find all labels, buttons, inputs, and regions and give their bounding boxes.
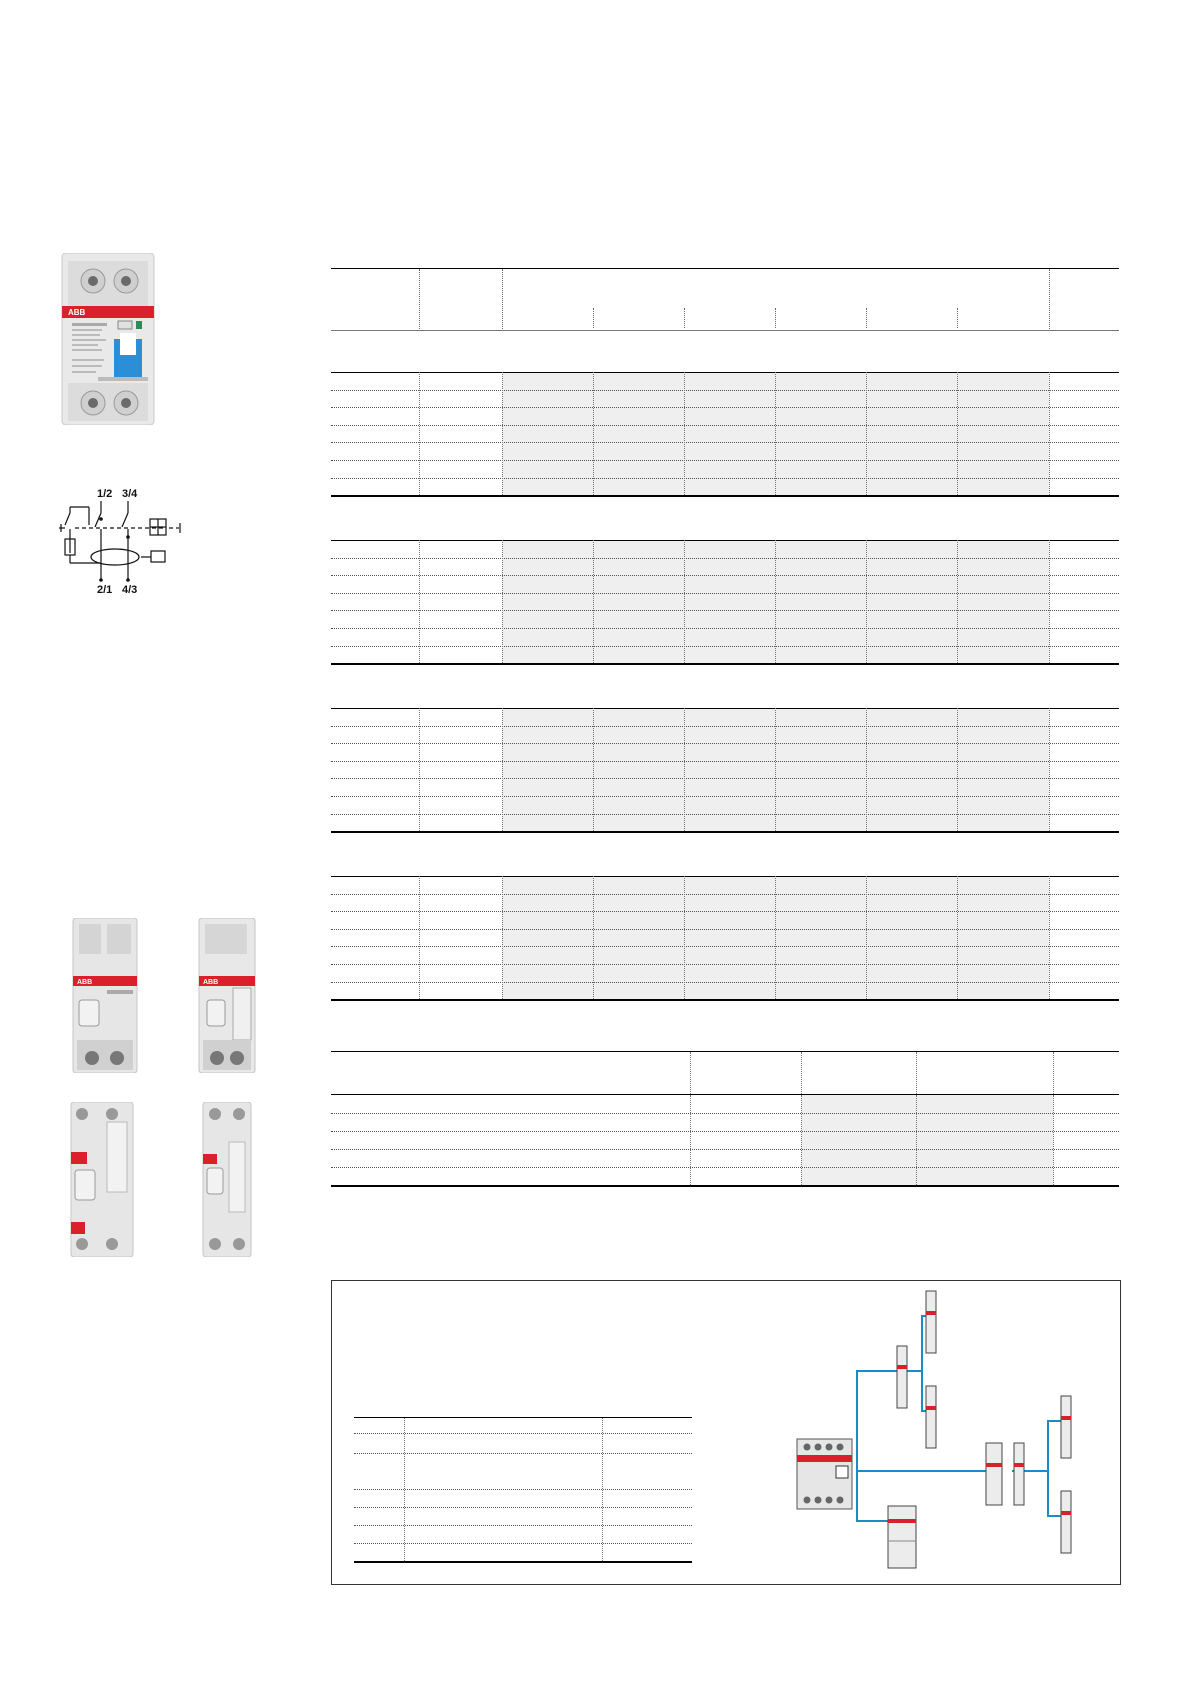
section-bottom-rule	[331, 999, 1119, 1001]
acc-shading	[801, 1095, 1053, 1185]
column-divider	[502, 372, 504, 495]
acc-row	[331, 1113, 1119, 1114]
mcb-middle	[1014, 1443, 1024, 1505]
header-subcolumn-divider	[593, 308, 595, 328]
column-divider	[775, 876, 777, 999]
table-row	[331, 390, 1119, 391]
mcb-right-1	[1061, 1396, 1071, 1458]
column-divider	[1049, 708, 1051, 831]
acc-bottom-rule	[331, 1185, 1119, 1187]
acc-column-divider	[1053, 1095, 1055, 1185]
column-divider	[684, 372, 686, 495]
section-bottom-rule	[331, 495, 1119, 497]
column-divider	[419, 708, 421, 831]
table-row	[331, 407, 1119, 408]
table-row	[331, 646, 1119, 647]
column-divider	[593, 876, 595, 999]
table-row	[331, 796, 1119, 797]
acc-row	[331, 1131, 1119, 1132]
selectivity-installation-diagram	[782, 1281, 1122, 1586]
table-row	[331, 425, 1119, 426]
acc-header-divider	[690, 1052, 692, 1094]
rcd-middle	[986, 1443, 1002, 1505]
column-divider	[593, 372, 595, 495]
section-top-rule	[331, 540, 1119, 541]
column-divider	[684, 876, 686, 999]
table-top-rule	[331, 268, 1119, 269]
acc-column-divider	[801, 1095, 803, 1185]
selectivity-info-box	[331, 1280, 1121, 1585]
column-divider	[502, 876, 504, 999]
rcd-product-image	[58, 253, 158, 425]
sel-bottom-rule	[354, 1561, 692, 1563]
header-column-divider	[419, 269, 421, 329]
section-top-rule	[331, 708, 1119, 709]
table-row	[331, 593, 1119, 594]
acc-top-rule	[331, 1051, 1119, 1052]
table-row	[331, 575, 1119, 576]
column-divider	[1049, 876, 1051, 999]
column-divider	[775, 708, 777, 831]
terminal-label-bottom-left: 2/1	[97, 584, 113, 595]
acc-column-divider	[916, 1095, 918, 1185]
mcb-upper	[897, 1346, 907, 1408]
mcb-right-2	[1061, 1491, 1071, 1553]
column-divider	[684, 708, 686, 831]
column-divider	[775, 372, 777, 495]
table-row	[331, 558, 1119, 559]
table-row	[331, 442, 1119, 443]
terminal-label-bottom-right: 4/3	[122, 584, 138, 595]
acc-header-divider	[1053, 1052, 1055, 1094]
section-top-rule	[331, 372, 1119, 373]
column-divider	[593, 708, 595, 831]
sel-column-divider	[602, 1418, 604, 1561]
rcd-brand-logo: ABB	[68, 308, 86, 317]
column-divider	[1049, 372, 1051, 495]
accessory-undervoltage-image	[185, 1102, 261, 1257]
rcd-lower	[888, 1506, 916, 1568]
column-divider	[419, 540, 421, 663]
table-row	[331, 982, 1119, 983]
terminal-label-top-left: 1/2	[97, 488, 113, 500]
table-row	[331, 610, 1119, 611]
column-divider	[866, 540, 868, 663]
svg-text:ABB: ABB	[77, 979, 93, 986]
column-divider	[502, 540, 504, 663]
column-divider	[866, 708, 868, 831]
column-divider	[957, 876, 959, 999]
svg-text:ABB: ABB	[203, 979, 219, 986]
column-divider	[502, 708, 504, 831]
header-column-divider	[502, 269, 504, 329]
header-column-divider	[1049, 269, 1051, 329]
table-row	[331, 478, 1119, 479]
column-divider	[866, 876, 868, 999]
section-bottom-rule	[331, 663, 1119, 665]
acc-header-divider	[916, 1052, 918, 1094]
table-row	[331, 743, 1119, 744]
column-divider	[957, 540, 959, 663]
header-subcolumn-divider	[866, 308, 868, 328]
header-subcolumn-divider	[775, 308, 777, 328]
acc-header-divider	[801, 1052, 803, 1094]
column-divider	[593, 540, 595, 663]
header-subcolumn-divider	[684, 308, 686, 328]
acc-column-divider	[690, 1095, 692, 1185]
column-divider	[1049, 540, 1051, 663]
section-top-rule	[331, 876, 1119, 877]
table-row	[331, 814, 1119, 815]
accessory-shunt-trip-image	[185, 918, 261, 1073]
mcb-top-2	[926, 1386, 936, 1448]
column-divider	[684, 540, 686, 663]
accessory-aux-contact-image	[67, 918, 143, 1073]
column-divider	[957, 372, 959, 495]
section-bottom-rule	[331, 831, 1119, 833]
table-row	[331, 628, 1119, 629]
table-row	[331, 946, 1119, 947]
header-subcolumn-divider	[957, 308, 959, 328]
table-row	[331, 894, 1119, 895]
table-row	[331, 761, 1119, 762]
table-row	[331, 964, 1119, 965]
header-bottom-rule	[331, 330, 1119, 331]
acc-row	[331, 1167, 1119, 1168]
sel-column-divider	[404, 1418, 406, 1561]
table-row	[331, 778, 1119, 779]
table-row	[331, 726, 1119, 727]
column-divider	[866, 372, 868, 495]
table-row	[331, 911, 1119, 912]
table-row	[331, 460, 1119, 461]
column-divider	[775, 540, 777, 663]
mcb-top-1	[926, 1291, 936, 1353]
wiring-diagram	[55, 485, 185, 595]
column-divider	[419, 876, 421, 999]
acc-row	[331, 1149, 1119, 1150]
main-rcd-unit	[797, 1439, 852, 1509]
column-divider	[957, 708, 959, 831]
terminal-label-top-right: 3/4	[122, 488, 138, 500]
table-row	[331, 929, 1119, 930]
column-divider	[419, 372, 421, 495]
accessory-signal-contact-image	[67, 1102, 143, 1257]
